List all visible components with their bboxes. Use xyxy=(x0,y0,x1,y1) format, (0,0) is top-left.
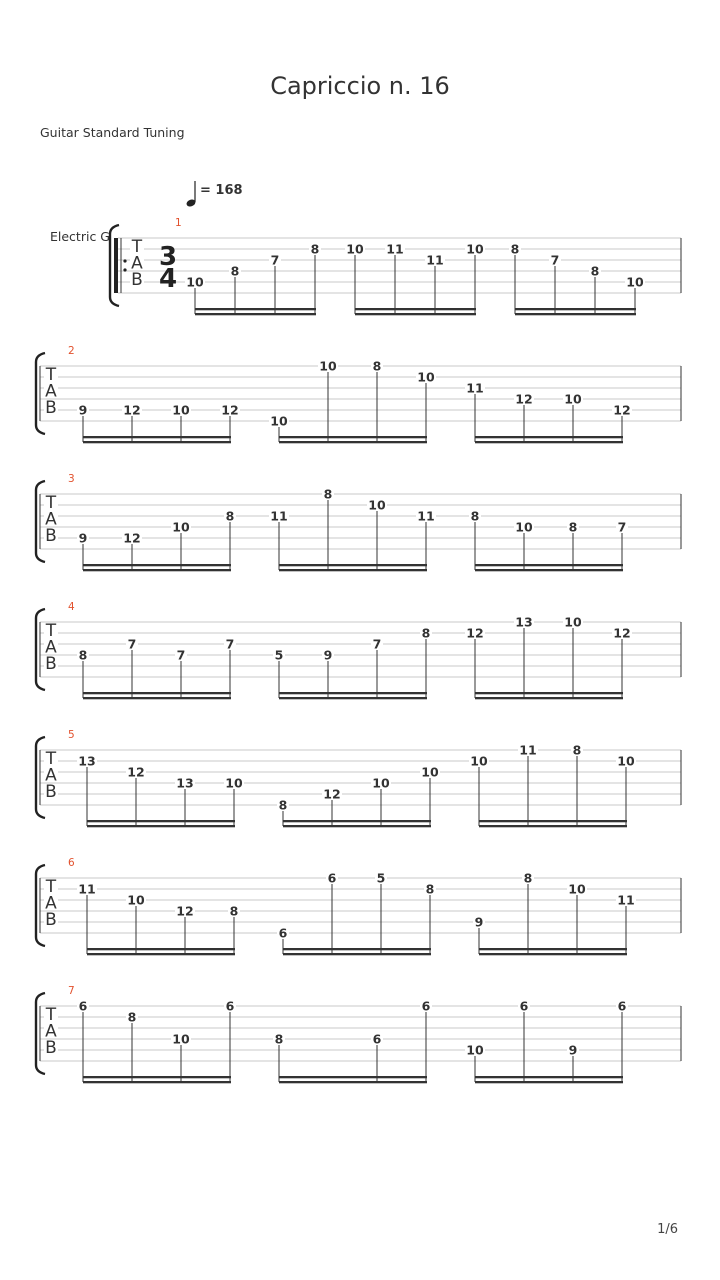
fret-number: 10 xyxy=(172,402,190,418)
tab-clef-letter: A xyxy=(45,509,57,530)
tab-clef-letter: B xyxy=(45,1038,57,1058)
fret-number: 6 xyxy=(519,998,529,1014)
tab-clef-letter: T xyxy=(45,1005,57,1025)
tab-clef-letter: A xyxy=(45,893,57,914)
fret-number: 8 xyxy=(278,797,288,813)
beam-secondary xyxy=(355,313,476,315)
beam-primary xyxy=(279,436,427,438)
fret-number: 8 xyxy=(421,625,431,641)
tab-clef-letter: B xyxy=(45,398,57,418)
tab-clef-letter: B xyxy=(45,910,57,930)
fret-number: 12 xyxy=(221,402,239,418)
fret-number: 9 xyxy=(474,914,484,930)
beam-secondary xyxy=(279,1081,427,1083)
beam-primary xyxy=(355,308,476,310)
beat-group xyxy=(269,487,436,572)
measure-number: 7 xyxy=(68,985,75,997)
repeat-dot xyxy=(123,259,126,262)
tab-clef-letter: T xyxy=(45,749,57,769)
beat-group xyxy=(273,999,432,1084)
beam-secondary xyxy=(479,953,627,955)
measure-number: 4 xyxy=(68,601,75,613)
tab-clef-letter: T xyxy=(45,877,57,897)
beam-secondary xyxy=(279,569,427,571)
beam-primary xyxy=(475,564,623,566)
beam-secondary xyxy=(83,441,231,443)
fret-number: 7 xyxy=(225,636,235,652)
beam-secondary xyxy=(475,1081,623,1083)
beam-secondary xyxy=(475,697,623,699)
beam-secondary xyxy=(279,697,427,699)
fret-number: 8 xyxy=(225,508,235,524)
fret-number: 8 xyxy=(572,742,582,758)
fret-number: 11 xyxy=(417,508,435,524)
measure-number: 2 xyxy=(68,345,75,357)
beat-group xyxy=(269,359,436,444)
time-signature-top: 3 xyxy=(158,242,178,272)
fret-number: 10 xyxy=(346,241,364,257)
tab-clef-letter: B xyxy=(131,270,143,290)
beat-group xyxy=(77,637,236,700)
tab-clef-letter: B xyxy=(45,654,57,674)
fret-number: 6 xyxy=(225,998,235,1014)
fret-number: 11 xyxy=(386,241,404,257)
beat-group xyxy=(77,509,236,572)
beam-primary xyxy=(279,692,427,694)
fret-number: 10 xyxy=(626,274,644,290)
fret-number: 5 xyxy=(376,870,386,886)
tab-clef-letter: T xyxy=(131,237,143,257)
fret-number: 8 xyxy=(323,486,333,502)
fret-number: 8 xyxy=(510,241,520,257)
fret-number: 8 xyxy=(590,263,600,279)
fret-number: 13 xyxy=(78,753,96,769)
beam-secondary xyxy=(279,441,427,443)
beam-secondary xyxy=(283,825,431,827)
fret-number: 10 xyxy=(368,497,386,513)
beat-group xyxy=(473,871,636,956)
beam-primary xyxy=(475,692,623,694)
repeat-start-thick-barline xyxy=(114,238,118,293)
fret-number: 10 xyxy=(466,241,484,257)
tab-clef-letter: A xyxy=(45,381,57,402)
beam-primary xyxy=(479,948,627,950)
beam-primary xyxy=(83,436,231,438)
beam-secondary xyxy=(87,825,235,827)
tab-system xyxy=(36,345,681,443)
fret-number: 7 xyxy=(176,647,186,663)
beam-secondary xyxy=(515,313,636,315)
fret-number: 7 xyxy=(617,519,627,535)
fret-number: 6 xyxy=(327,870,337,886)
fret-number: 11 xyxy=(466,380,484,396)
fret-number: 12 xyxy=(613,625,631,641)
beat-group xyxy=(465,381,632,444)
beam-secondary xyxy=(83,569,231,571)
beam-primary xyxy=(475,1076,623,1078)
beat-group xyxy=(509,242,645,316)
time-signature-bottom: 4 xyxy=(158,264,178,294)
beam-secondary xyxy=(475,441,623,443)
fret-number: 12 xyxy=(613,402,631,418)
fret-number: 10 xyxy=(515,519,533,535)
fret-number: 9 xyxy=(78,402,88,418)
tuning-label: Guitar Standard Tuning xyxy=(40,125,185,140)
beat-group xyxy=(277,765,440,828)
beam-primary xyxy=(83,564,231,566)
fret-number: 12 xyxy=(127,764,145,780)
tab-system xyxy=(36,601,681,699)
fret-number: 10 xyxy=(421,764,439,780)
beam-primary xyxy=(515,308,636,310)
beam-primary xyxy=(279,1076,427,1078)
tab-clef-letter: B xyxy=(45,782,57,802)
beam-primary xyxy=(83,692,231,694)
beam-secondary xyxy=(283,953,431,955)
fret-number: 11 xyxy=(426,252,444,268)
beat-group xyxy=(345,242,485,316)
fret-number: 6 xyxy=(421,998,431,1014)
beat-group xyxy=(77,999,236,1084)
fret-number: 8 xyxy=(523,870,533,886)
fret-number: 10 xyxy=(127,892,145,908)
fret-number: 11 xyxy=(78,881,96,897)
fret-number: 7 xyxy=(270,252,280,268)
fret-number: 10 xyxy=(225,775,243,791)
fret-number: 8 xyxy=(78,647,88,663)
fret-number: 12 xyxy=(176,903,194,919)
beam-secondary xyxy=(195,313,316,315)
fret-number: 13 xyxy=(515,614,533,630)
fret-number: 10 xyxy=(172,1031,190,1047)
fret-number: 10 xyxy=(186,274,204,290)
fret-number: 10 xyxy=(568,881,586,897)
fret-number: 10 xyxy=(564,614,582,630)
beat-group xyxy=(465,999,628,1084)
beam-secondary xyxy=(83,697,231,699)
fret-number: 7 xyxy=(550,252,560,268)
fret-number: 8 xyxy=(310,241,320,257)
tempo-value: = 168 xyxy=(200,183,243,198)
beam-primary xyxy=(479,820,627,822)
beam-primary xyxy=(283,948,431,950)
fret-number: 10 xyxy=(470,753,488,769)
fret-number: 6 xyxy=(617,998,627,1014)
tab-system xyxy=(36,473,681,571)
fret-number: 10 xyxy=(617,753,635,769)
fret-number: 12 xyxy=(515,391,533,407)
fret-number: 9 xyxy=(323,647,333,663)
beat-group xyxy=(469,743,636,828)
tab-clef-letter: T xyxy=(45,621,57,641)
fret-number: 5 xyxy=(274,647,284,663)
fret-number: 10 xyxy=(564,391,582,407)
beat-group xyxy=(469,509,628,572)
beam-secondary xyxy=(475,569,623,571)
beat-group xyxy=(273,626,432,700)
beam-primary xyxy=(475,436,623,438)
page-number: 1/6 xyxy=(657,1222,678,1237)
beam-primary xyxy=(87,948,235,950)
measure-number: 6 xyxy=(68,857,75,869)
fret-number: 10 xyxy=(372,775,390,791)
fret-number: 11 xyxy=(617,892,635,908)
fret-number: 10 xyxy=(417,369,435,385)
fret-number: 8 xyxy=(229,903,239,919)
fret-number: 9 xyxy=(568,1042,578,1058)
fret-number: 10 xyxy=(270,413,288,429)
fret-number: 7 xyxy=(372,636,382,652)
tab-clef-letter: T xyxy=(45,365,57,385)
tempo-marking xyxy=(185,181,242,208)
fret-number: 13 xyxy=(176,775,194,791)
beat-group xyxy=(277,871,436,956)
beat-group xyxy=(185,242,321,316)
track-name: Electric G xyxy=(50,229,110,244)
fret-number: 12 xyxy=(123,530,141,546)
fret-number: 12 xyxy=(466,625,484,641)
tab-clef-letter: A xyxy=(45,1021,57,1042)
beam-primary xyxy=(283,820,431,822)
tab-clef-letter: B xyxy=(45,526,57,546)
fret-number: 8 xyxy=(425,881,435,897)
repeat-dot xyxy=(123,268,126,271)
beat-group xyxy=(77,882,240,956)
measure-number: 1 xyxy=(175,217,182,229)
tab-clef-letter: A xyxy=(45,637,57,658)
fret-number: 8 xyxy=(568,519,578,535)
fret-number: 8 xyxy=(127,1009,137,1025)
fret-number: 10 xyxy=(172,519,190,535)
systems-layer xyxy=(36,217,681,1083)
fret-number: 8 xyxy=(470,508,480,524)
tab-clef-letter: A xyxy=(45,765,57,786)
fret-number: 8 xyxy=(274,1031,284,1047)
fret-number: 11 xyxy=(270,508,288,524)
beam-primary xyxy=(279,564,427,566)
measure-number: 5 xyxy=(68,729,75,741)
tab-system xyxy=(36,729,681,827)
beam-secondary xyxy=(83,1081,231,1083)
tab-clef-letter: A xyxy=(131,253,143,274)
beat-group xyxy=(77,754,244,828)
beam-secondary xyxy=(479,825,627,827)
fret-number: 8 xyxy=(230,263,240,279)
beam-primary xyxy=(83,1076,231,1078)
fret-number: 12 xyxy=(323,786,341,802)
tab-system xyxy=(36,857,681,955)
beat-group xyxy=(77,403,240,444)
fret-number: 10 xyxy=(466,1042,484,1058)
fret-number: 6 xyxy=(278,925,288,941)
beat-group xyxy=(465,615,632,700)
fret-number: 6 xyxy=(78,998,88,1014)
tab-system xyxy=(110,217,681,315)
fret-number: 8 xyxy=(372,358,382,374)
tab-clef-letter: T xyxy=(45,493,57,513)
fret-number: 9 xyxy=(78,530,88,546)
measure-number: 3 xyxy=(68,473,75,485)
fret-number: 10 xyxy=(319,358,337,374)
fret-number: 6 xyxy=(372,1031,382,1047)
fret-number: 12 xyxy=(123,402,141,418)
beam-primary xyxy=(87,820,235,822)
beam-primary xyxy=(195,308,316,310)
beam-secondary xyxy=(87,953,235,955)
tab-system xyxy=(36,985,681,1083)
fret-number: 7 xyxy=(127,636,137,652)
page-title: Capriccio n. 16 xyxy=(270,72,450,100)
fret-number: 11 xyxy=(519,742,537,758)
